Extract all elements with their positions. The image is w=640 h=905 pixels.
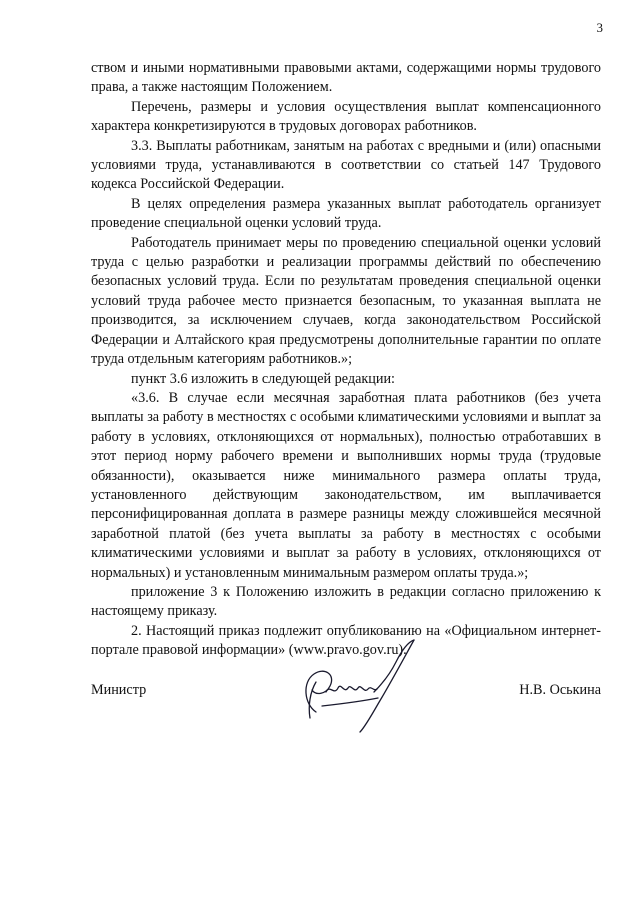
paragraph: Перечень, размеры и условия осуществления выплат компенсационного характера конкретизируются в трудовых договорах работников. [91,98,601,135]
paragraph: В целях определения размера указанных выплат работодатель организует проведение специальной оценки условий труда. [91,195,601,232]
document-body [91,59,601,661]
paragraph: ством и иными нормативными правовыми актами, содержащими нормы трудового права, а также настоящим Положением. [91,60,601,96]
paragraph: пункт 3.6 изложить в следующей редакции: [131,370,395,387]
paragraph: «3.6. В случае если месячная заработная плата работников (без учета выплаты за работу в местностях с особыми климатическими условиями и выплат за работу в условиях, отклоняющихся от нормальных), полностью отработавших в этот период норму рабочего времени и выполнивших нормы труда (трудовые обязанности), оказывается ниже минимального размера оплаты труда, установленного действующим законодательством, им выплачивается персонифицированная доплата в размере разницы между сложившейся месячной заработной платой (без учета выплаты за работу в местностях с особыми климатическими условиями и выплат за работу в условиях, отклоняющихся от нормальных) и установленным минимальным размером оплаты труда.»; [91,389,601,581]
paragraph: Работодатель принимает меры по проведению специальной оценки условий труда с целью разработки и реализации программы действий по обеспечению безопасных условий труда. Если по результатам проведения специальной оценки условий труда рабочее место признается безопасным, то указанная выплата не производится, за исключением случаев, когда законодательством Российской Федерации и Алтайского края предусмотрены дополнительные гарантии по оплате труда отдельным категориям работников.»; [91,234,601,368]
signatory-name: Н.В. Оськина [519,682,601,698]
signatory-title: Министр [91,682,147,698]
paragraph: приложение 3 к Положению изложить в редакции согласно приложению к настоящему приказу. [91,583,601,620]
handwritten-signature [286,634,436,734]
page-number: 3 [596,20,603,35]
paragraph: 3.3. Выплаты работникам, занятым на работах с вредными и (или) опасными условиями труда, устанавливаются в соответствии со статьей 147 Трудового кодекса Российской Федерации. [91,137,601,193]
paragraph: 2. Настоящий приказ подлежит опубликованию на «Официальном интернет-портале правовой информации» (www.pravo.gov.ru). [91,622,601,659]
signature-block [91,634,601,744]
